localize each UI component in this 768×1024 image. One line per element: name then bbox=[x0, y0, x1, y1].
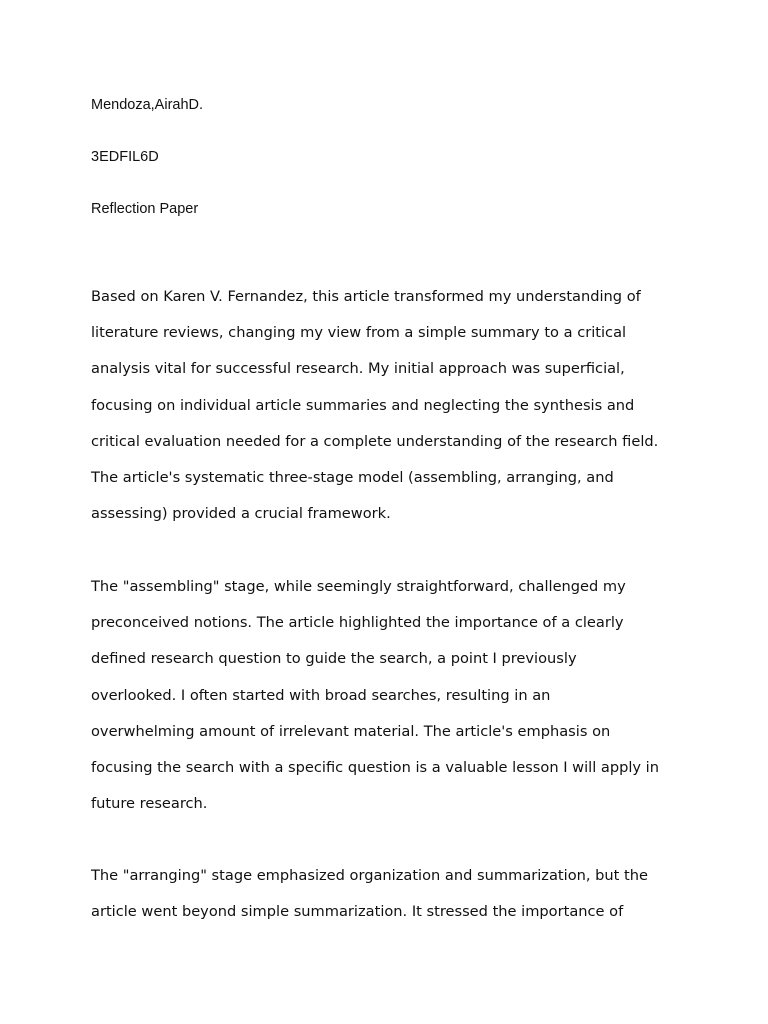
paragraph-line: Based on Karen V. Fernandez, this article transformed my understanding of bbox=[91, 288, 641, 305]
paragraph-line: future research. bbox=[91, 795, 208, 813]
paragraph-line: assessing) provided a crucial framework. bbox=[91, 505, 391, 523]
paragraph-1 bbox=[91, 287, 691, 540]
paragraph-line: focusing on individual article summaries and neglecting the synthesis and bbox=[91, 396, 635, 414]
paragraph-line: The "arranging" stage emphasized organization and summarization, but the bbox=[91, 867, 648, 884]
document-type: Reflection Paper bbox=[91, 201, 199, 217]
paragraph-line: The article's systematic three-stage model (assembling, arranging, and bbox=[91, 468, 614, 486]
paragraph-line: The "assembling" stage, while seemingly straightforward, challenged my bbox=[91, 578, 626, 595]
paragraph-line: defined research question to guide the search, a point I previously bbox=[91, 650, 577, 668]
paragraph-line: focusing the search with a specific question is a valuable lesson I will apply in bbox=[91, 758, 659, 776]
course-section: 3EDFIL6D bbox=[91, 149, 159, 165]
paragraph-2 bbox=[91, 577, 691, 830]
paragraph-line: critical evaluation needed for a complete understanding of the research field. bbox=[91, 432, 659, 450]
paragraph-line: literature reviews, changing my view from a simple summary to a critical bbox=[91, 324, 627, 342]
paragraph-3 bbox=[91, 866, 691, 938]
paragraph-line: preconceived notions. The article highlighted the importance of a clearly bbox=[91, 614, 624, 632]
paragraph-line: analysis vital for successful research. My initial approach was superficial, bbox=[91, 360, 625, 378]
paragraph-line: article went beyond simple summarization. It stressed the importance of bbox=[91, 903, 624, 921]
paragraph-line: overlooked. I often started with broad searches, resulting in an bbox=[91, 686, 551, 704]
paragraph-line: overwhelming amount of irrelevant material. The article's emphasis on bbox=[91, 722, 611, 740]
author-name: Mendoza,AirahD. bbox=[91, 97, 204, 113]
